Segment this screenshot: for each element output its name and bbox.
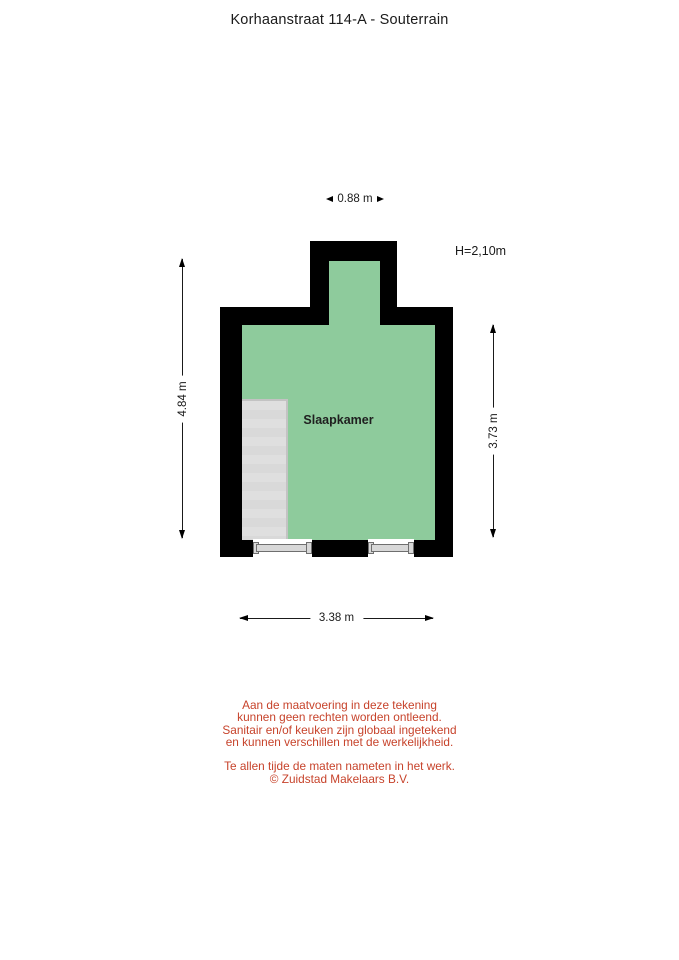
arrow-up-icon [490, 324, 496, 333]
ceiling-height-label: H=2,10m [455, 244, 507, 258]
dimension-left-height [176, 259, 189, 538]
dimension-top-width [300, 192, 410, 206]
disclaimer-copyright: © Zuidstad Makelaars B.V. [269, 771, 410, 786]
arrow-right-icon [377, 196, 384, 202]
room-label: Slaapkamer [303, 413, 374, 427]
dimension-right-height-label: 3.73 m [488, 407, 500, 454]
arrow-up-icon [179, 258, 185, 267]
page-title: Korhaanstraat 114-A - Souterrain [230, 12, 449, 28]
window-1 [253, 539, 312, 557]
arrow-right-icon [425, 615, 434, 621]
disclaimer-line: Aan de maatvoering in deze tekening [242, 698, 437, 712]
arrow-left-icon [326, 196, 333, 202]
disclaimer-block-2 [0, 760, 679, 785]
dimension-right-height [487, 325, 500, 537]
disclaimer-block-1 [0, 699, 679, 748]
disclaimer-line: Sanitair en/of keuken zijn globaal ingetekend [222, 722, 457, 737]
arrow-down-icon [179, 530, 185, 539]
dimension-top-width-label: 0.88 m [337, 193, 373, 205]
disclaimer [0, 699, 679, 785]
window-frame-cap [306, 542, 312, 554]
arrow-down-icon [490, 529, 496, 538]
window-glass-bar [256, 544, 309, 552]
dimension-bottom-width-label: 3.38 m [310, 612, 363, 624]
window-glass-bar [371, 544, 411, 552]
arrow-left-icon [239, 615, 248, 621]
window-frame-cap [408, 542, 414, 554]
room-extension-fill [329, 261, 380, 331]
dimension-bottom-width [240, 612, 433, 624]
disclaimer-line: en kunnen verschillen met de werkelijkheid. [225, 735, 454, 750]
dimension-left-height-label: 4.84 m [177, 375, 189, 422]
disclaimer-line: kunnen geen rechten worden ontleend. [237, 710, 442, 725]
window-2 [368, 539, 414, 557]
disclaimer-line: Te allen tijde de maten nameten in het werk. [224, 759, 455, 774]
